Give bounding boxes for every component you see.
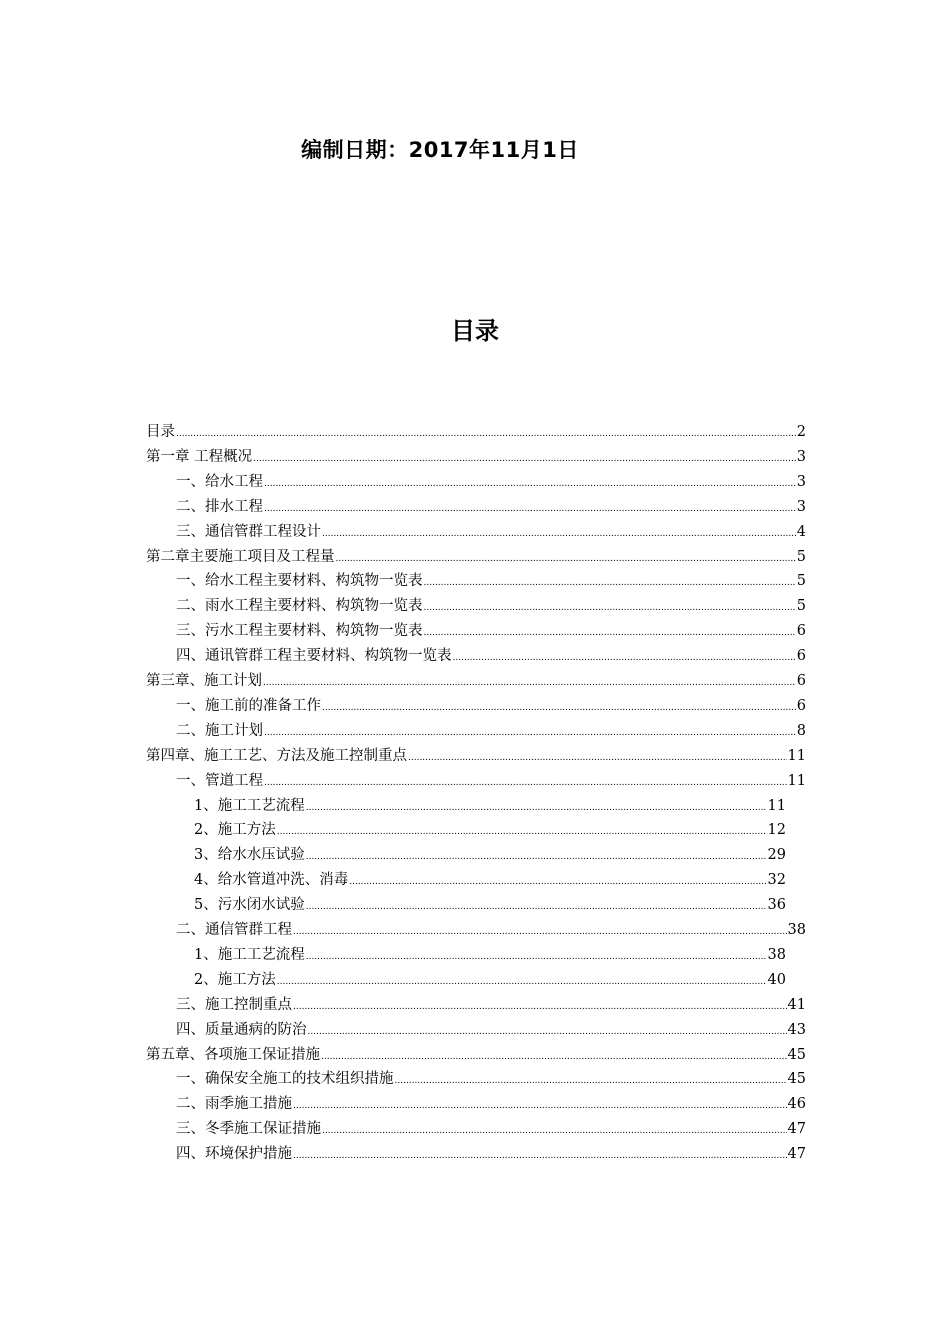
toc-entry[interactable] bbox=[176, 1117, 806, 1142]
toc-entry-title: 第三章、施工计划 bbox=[146, 673, 262, 689]
toc-leader-dots bbox=[293, 920, 787, 943]
toc-entry[interactable] bbox=[176, 993, 806, 1018]
toc-entry-title: 二、施工计划 bbox=[176, 722, 263, 739]
toc-entry-page: 43 bbox=[787, 1021, 806, 1038]
toc-leader-dots bbox=[424, 596, 796, 619]
toc-leader-dots bbox=[277, 820, 767, 843]
toc-entry-page: 29 bbox=[767, 847, 786, 864]
toc-leader-dots bbox=[453, 646, 796, 669]
toc-leader-dots bbox=[264, 721, 796, 744]
toc-entry[interactable] bbox=[194, 843, 786, 868]
toc-entry[interactable] bbox=[176, 1018, 806, 1043]
toc-entry-title: 2、施工方法 bbox=[194, 822, 276, 839]
toc-entry[interactable] bbox=[176, 769, 806, 794]
toc-entry-page: 47 bbox=[787, 1121, 806, 1138]
toc-leader-dots bbox=[349, 870, 766, 893]
toc-entry-page: 32 bbox=[767, 872, 786, 889]
toc-leader-dots bbox=[306, 796, 767, 819]
toc-entry[interactable] bbox=[146, 445, 806, 470]
toc-entry-title: 5、污水闭水试验 bbox=[194, 897, 305, 914]
toc-entry-title: 第二章主要施工项目及工程量 bbox=[146, 548, 335, 565]
toc-entry-title: 1、施工工艺流程 bbox=[194, 797, 305, 814]
toc-leader-dots bbox=[263, 671, 796, 694]
toc-entry[interactable] bbox=[176, 719, 806, 744]
toc-entry-title: 一、给水工程 bbox=[176, 473, 263, 490]
toc-leader-dots bbox=[408, 746, 787, 769]
toc-entry-title: 一、确保安全施工的技术组织措施 bbox=[176, 1071, 394, 1088]
toc-entry[interactable] bbox=[146, 420, 806, 445]
toc-entry-title: 二、排水工程 bbox=[176, 498, 263, 515]
toc-entry-page: 5 bbox=[796, 573, 806, 590]
toc-leader-dots bbox=[264, 472, 796, 495]
toc-entry-page: 41 bbox=[787, 996, 806, 1013]
toc-entry-page: 38 bbox=[787, 922, 806, 938]
toc-entry-page: 3 bbox=[796, 448, 806, 465]
toc-leader-dots bbox=[293, 1094, 787, 1117]
toc-entry-title: 3、给水水压试验 bbox=[194, 847, 305, 864]
toc-entry[interactable] bbox=[194, 818, 786, 843]
toc-entry-page: 11 bbox=[787, 772, 806, 789]
toc-entry-page: 38 bbox=[767, 946, 786, 963]
toc-entry[interactable] bbox=[146, 744, 806, 769]
toc-entry-title: 三、通信管群工程设计 bbox=[176, 523, 321, 540]
toc-entry-page: 11 bbox=[767, 797, 786, 814]
toc-heading: 目录 bbox=[451, 317, 499, 345]
toc-entry-page: 6 bbox=[796, 623, 806, 640]
toc-entry-title: 一、施工前的准备工作 bbox=[176, 697, 321, 714]
toc-entry[interactable] bbox=[146, 1043, 806, 1068]
toc-leader-dots bbox=[264, 497, 796, 520]
toc-leader-dots bbox=[336, 547, 796, 570]
toc-entry-title: 1、施工工艺流程 bbox=[194, 946, 305, 963]
toc-entry-title: 三、污水工程主要材料、构筑物一览表 bbox=[176, 623, 423, 640]
toc-entry-page: 11 bbox=[787, 747, 806, 764]
toc-leader-dots bbox=[264, 771, 787, 794]
toc-entry-page: 46 bbox=[787, 1096, 806, 1113]
toc-entry[interactable] bbox=[176, 619, 806, 644]
toc-entry-page: 5 bbox=[796, 598, 806, 615]
toc-entry[interactable] bbox=[194, 943, 786, 968]
toc-entry-title: 二、通信管群工程 bbox=[176, 922, 292, 938]
toc-leader-dots bbox=[293, 1144, 787, 1167]
toc-entry[interactable] bbox=[176, 1092, 806, 1117]
toc-entry-page: 36 bbox=[767, 897, 786, 914]
toc-entry-page: 47 bbox=[787, 1146, 806, 1163]
toc-entry-page: 40 bbox=[767, 971, 786, 988]
toc-entry[interactable] bbox=[176, 1067, 806, 1092]
toc-leader-dots bbox=[322, 522, 796, 545]
toc-entry-page: 5 bbox=[796, 548, 806, 565]
toc-entry[interactable] bbox=[176, 694, 806, 719]
toc-leader-dots bbox=[306, 945, 767, 968]
toc-entry-page: 6 bbox=[796, 648, 806, 665]
toc-entry-page: 45 bbox=[787, 1046, 806, 1063]
toc-entry-page: 6 bbox=[796, 673, 806, 689]
toc-entry[interactable] bbox=[176, 594, 806, 619]
toc-entry-title: 第四章、施工工艺、方法及施工控制重点 bbox=[146, 747, 407, 764]
toc-entry-page: 4 bbox=[796, 523, 806, 540]
toc-entry-title: 四、环境保护措施 bbox=[176, 1146, 292, 1163]
toc-entry-title: 一、给水工程主要材料、构筑物一览表 bbox=[176, 573, 423, 590]
toc-entry-title: 第五章、各项施工保证措施 bbox=[146, 1046, 320, 1063]
toc-entry[interactable] bbox=[146, 669, 806, 694]
toc-entry-title: 第一章 工程概况 bbox=[146, 448, 253, 465]
toc-leader-dots bbox=[322, 1119, 787, 1142]
toc-entry-title: 4、给水管道冲洗、消毒 bbox=[194, 872, 349, 889]
toc-leader-dots bbox=[253, 447, 796, 470]
toc-entry[interactable] bbox=[176, 569, 806, 594]
toc-entry-title: 目录 bbox=[146, 424, 175, 440]
toc-leader-dots bbox=[322, 696, 796, 719]
toc-entry-page: 12 bbox=[767, 822, 786, 839]
toc-entry[interactable] bbox=[176, 1142, 806, 1167]
toc-entry-page: 2 bbox=[796, 424, 806, 440]
toc-entry-page: 3 bbox=[796, 473, 806, 490]
toc-entry[interactable] bbox=[176, 644, 806, 669]
toc-entry[interactable] bbox=[194, 893, 786, 918]
toc-entry[interactable] bbox=[176, 495, 806, 520]
toc-leader-dots bbox=[424, 571, 796, 594]
toc-entry-title: 四、质量通病的防治 bbox=[176, 1021, 307, 1038]
toc-leader-dots bbox=[424, 621, 796, 644]
toc-entry-title: 四、通讯管群工程主要材料、构筑物一览表 bbox=[176, 648, 452, 665]
toc-entry-title: 2、施工方法 bbox=[194, 971, 276, 988]
toc-entry-title: 三、冬季施工保证措施 bbox=[176, 1121, 321, 1138]
toc-leader-dots bbox=[308, 1020, 787, 1043]
toc-entry-page: 6 bbox=[796, 697, 806, 714]
toc-entry-title: 一、管道工程 bbox=[176, 772, 263, 789]
toc-entry-title: 三、施工控制重点 bbox=[176, 996, 292, 1013]
toc-entry[interactable] bbox=[194, 968, 786, 993]
toc-leader-dots bbox=[277, 970, 767, 993]
toc-entry-page: 45 bbox=[787, 1071, 806, 1088]
toc-leader-dots bbox=[293, 995, 787, 1018]
toc-entry[interactable] bbox=[194, 794, 786, 819]
toc-entry[interactable] bbox=[176, 470, 806, 495]
toc-entry-page: 8 bbox=[796, 722, 806, 739]
compile-date: 编制日期：2017年11月1日 bbox=[301, 138, 579, 162]
toc-leader-dots bbox=[321, 1045, 787, 1068]
toc-leader-dots bbox=[176, 422, 796, 445]
toc-entry-title: 二、雨水工程主要材料、构筑物一览表 bbox=[176, 598, 423, 615]
toc-entry[interactable] bbox=[194, 868, 786, 893]
toc-entry-title: 二、雨季施工措施 bbox=[176, 1096, 292, 1113]
toc-leader-dots bbox=[306, 895, 767, 918]
toc-entry[interactable] bbox=[146, 545, 806, 570]
toc-leader-dots bbox=[306, 845, 767, 868]
toc-entry[interactable] bbox=[176, 520, 806, 545]
toc-leader-dots bbox=[395, 1069, 787, 1092]
toc-entry[interactable] bbox=[176, 918, 806, 943]
toc-entry-page: 3 bbox=[796, 498, 806, 515]
